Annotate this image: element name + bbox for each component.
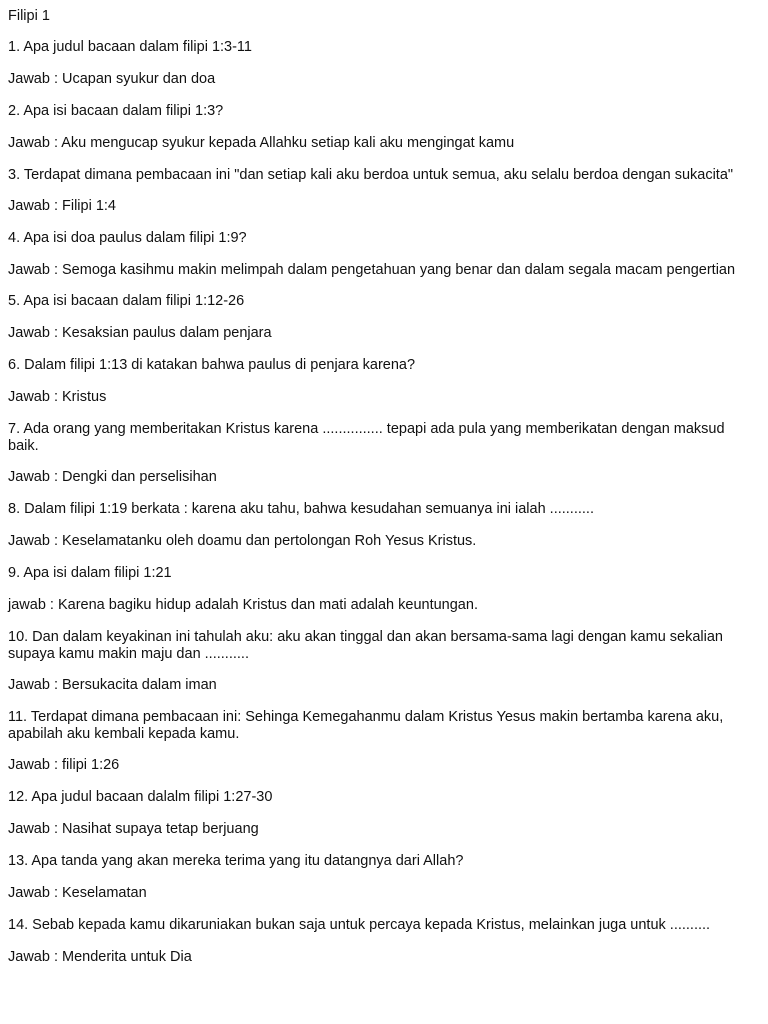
question-11: 11. Terdapat dimana pembacaan ini: Sehinga Kemegahanmu dalam Kristus Yesus makin bertamba karena aku, apabilah aku kembali kepada kamu. — [8, 709, 724, 742]
qa-item-3 — [8, 167, 748, 215]
question-13: 13. Apa tanda yang akan mereka terima yang itu datangnya dari Allah? — [8, 853, 464, 869]
question-9: 9. Apa isi dalam filipi 1:21 — [8, 565, 172, 581]
answer-9: jawab : Karena bagiku hidup adalah Kristus dan mati adalah keuntungan. — [8, 597, 478, 613]
document-title: Filipi 1 — [8, 8, 50, 24]
answer-14: Jawab : Menderita untuk Dia — [8, 949, 192, 965]
answer-3: Jawab : Filipi 1:4 — [8, 198, 116, 214]
answer-8: Jawab : Keselamatanku oleh doamu dan pertolongan Roh Yesus Kristus. — [8, 533, 477, 549]
qa-item-11 — [8, 709, 748, 774]
answer-10: Jawab : Bersukacita dalam iman — [8, 677, 217, 693]
answer-13: Jawab : Keselamatan — [8, 885, 147, 901]
qa-item-6 — [8, 357, 748, 406]
answer-5: Jawab : Kesaksian paulus dalam penjara — [8, 325, 272, 341]
qa-item-12 — [8, 789, 748, 838]
qa-item-7 — [8, 421, 748, 486]
question-7: 7. Ada orang yang memberitakan Kristus karena ............... tepapi ada pula yang memberikatan dengan maksud baik. — [8, 421, 725, 454]
answer-4: Jawab : Semoga kasihmu makin melimpah dalam pengetahuan yang benar dan dalam segala macam pengertian — [8, 262, 736, 278]
question-6: 6. Dalam filipi 1:13 di katakan bahwa paulus di penjara karena? — [8, 357, 416, 373]
answer-12: Jawab : Nasihat supaya tetap berjuang — [8, 821, 259, 837]
qa-item-2 — [8, 103, 748, 152]
qa-item-4 — [8, 230, 748, 279]
qa-item-14 — [8, 917, 748, 966]
question-5: 5. Apa isi bacaan dalam filipi 1:12-26 — [8, 293, 245, 309]
qa-item-5 — [8, 293, 748, 342]
question-10: 10. Dan dalam keyakinan ini tahulah aku: aku akan tinggal dan akan bersama-sama lagi dengan kamu sekalian supaya kamu makin maju dan ........... — [8, 629, 723, 662]
question-3: 3. Terdapat dimana pembacaan ini "dan setiap kali aku berdoa untuk semua, aku selalu berdoa dengan sukacita" — [8, 167, 734, 183]
qa-item-8 — [8, 501, 748, 550]
answer-2: Jawab : Aku mengucap syukur kepada Allahku setiap kali aku mengingat kamu — [8, 135, 515, 151]
question-14: 14. Sebab kepada kamu dikaruniakan bukan saja untuk percaya kepada Kristus, melainkan juga untuk .......... — [8, 917, 711, 933]
question-8: 8. Dalam filipi 1:19 berkata : karena aku tahu, bahwa kesudahan semuanya ini ialah ........... — [8, 501, 594, 517]
question-2: 2. Apa isi bacaan dalam filipi 1:3? — [8, 103, 224, 119]
qa-item-10 — [8, 629, 748, 694]
qa-item-13 — [8, 853, 748, 902]
qa-item-1 — [8, 39, 748, 88]
question-4: 4. Apa isi doa paulus dalam filipi 1:9? — [8, 230, 247, 246]
qa-item-9 — [8, 565, 748, 614]
answer-11: Jawab : filipi 1:26 — [8, 757, 120, 773]
answer-6: Jawab : Kristus — [8, 389, 107, 405]
answer-1: Jawab : Ucapan syukur dan doa — [8, 71, 216, 87]
question-12: 12. Apa judul bacaan dalalm filipi 1:27-30 — [8, 789, 273, 805]
answer-7: Jawab : Dengki dan perselisihan — [8, 469, 217, 485]
question-1: 1. Apa judul bacaan dalam filipi 1:3-11 — [8, 39, 252, 55]
